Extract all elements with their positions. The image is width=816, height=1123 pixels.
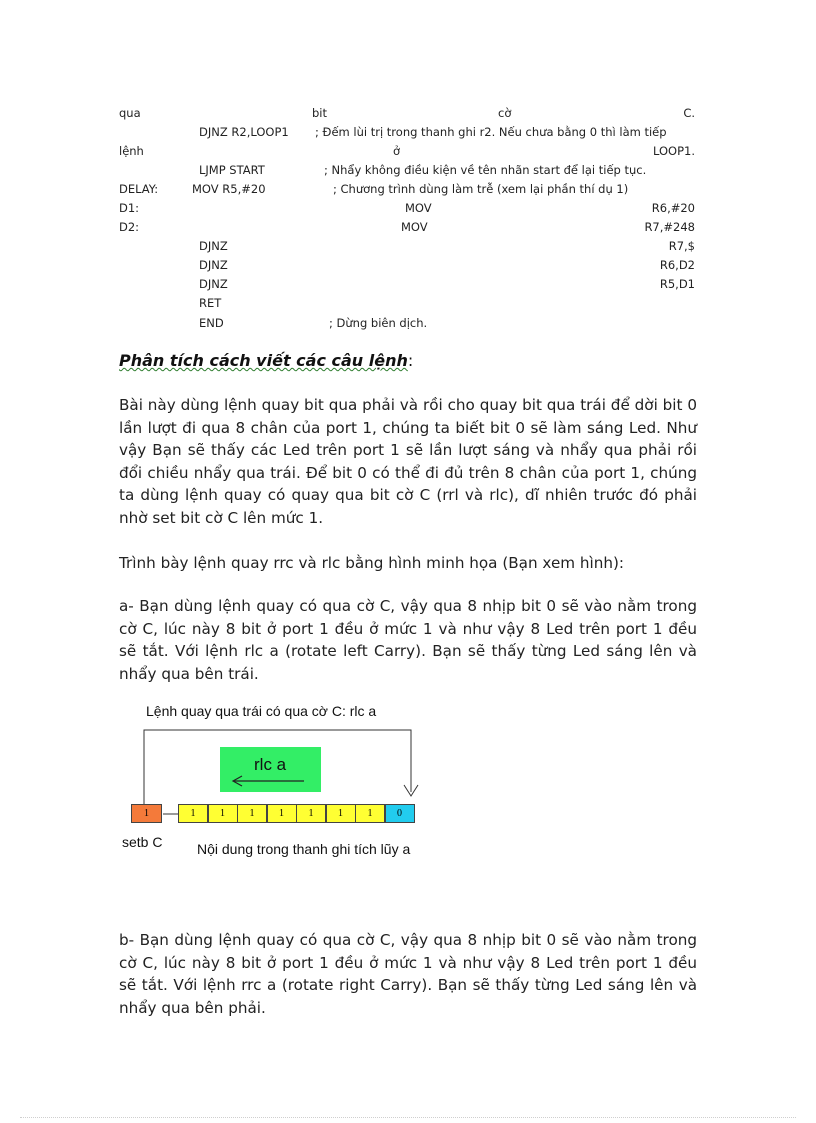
rlc-diagram bbox=[110, 697, 440, 872]
code-comment: ; Đếm lùi trị trong thanh ghi r2. Nếu chưa bằng 0 thì làm tiếp bbox=[315, 125, 667, 139]
rlc-instruction-box bbox=[220, 747, 321, 792]
carry-label: setb C bbox=[122, 834, 163, 850]
code-text: LOOP1. bbox=[652, 144, 695, 158]
code-instruction: RET bbox=[199, 296, 222, 310]
bit-cell: 1 bbox=[237, 804, 267, 823]
code-text: cờ bbox=[498, 106, 512, 120]
code-line-1 bbox=[119, 106, 695, 125]
page-bottom-divider bbox=[20, 1117, 796, 1118]
code-instruction: LJMP START bbox=[199, 163, 265, 177]
code-instruction: DJNZ bbox=[199, 239, 228, 253]
code-label: D1: bbox=[119, 201, 140, 215]
paragraph-intro: Bài này dùng lệnh quay bit qua phải và rồi cho quay bit qua trái để dời bit 0 lần lượt đi qua 8 chân của port 1, chúng ta biết bit 0 sẽ làm sáng Led. Như vậy Bạn sẽ thấy các Led trên port 1 sẽ lần lượt sáng và nhẩy qua phải rồi đổi chiều nhẩy qua trái. Để bit 0 có thể đi đủ trên 8 chân của port 1, chúng ta dùng lệnh quay có quay qua bit cờ C (rrl và rlc), dĩ nhiên trước đó phải nhờ set bit cờ C lên mức 1. bbox=[119, 396, 697, 527]
code-instruction: MOV R5,#20 bbox=[192, 182, 266, 196]
code-text: qua bbox=[119, 106, 141, 120]
code-line-12 bbox=[119, 316, 695, 335]
code-text: lệnh bbox=[119, 144, 144, 158]
code-line-11 bbox=[119, 296, 695, 315]
code-line-8 bbox=[119, 239, 695, 258]
bit-cell: 1 bbox=[178, 804, 208, 823]
code-operand: R7,#248 bbox=[644, 220, 695, 234]
section-heading-colon: : bbox=[407, 351, 414, 370]
bit-cell: 1 bbox=[296, 804, 326, 823]
code-operand: R7,$ bbox=[668, 239, 695, 253]
paragraph-rrc: b- Bạn dùng lệnh quay có qua cờ C, vậy qua 8 nhịp bit 0 sẽ vào nằm trong cờ C, lúc này 8 bit ở port 1 đều ở mức 1 và như vậy 8 Led trên port 1 đều sẽ tắt. Với lệnh rrc a (rotate right Carry). Bạn sẽ thấy từng Led sáng lên và nhẩy qua bên phải. bbox=[119, 931, 697, 1017]
code-line-3 bbox=[119, 144, 695, 163]
code-instruction: DJNZ bbox=[199, 277, 228, 291]
code-instruction: MOV bbox=[401, 220, 428, 234]
code-line-5 bbox=[119, 182, 695, 201]
code-comment: ; Nhẩy không điều kiện về tên nhãn start để lại tiếp tục. bbox=[324, 163, 647, 177]
code-text: bit bbox=[312, 106, 328, 120]
code-instruction: DJNZ bbox=[199, 258, 228, 272]
left-arrow-icon bbox=[220, 747, 321, 792]
bit-cell: 1 bbox=[267, 804, 297, 823]
code-instruction: END bbox=[199, 316, 224, 330]
code-operand: R6,D2 bbox=[659, 258, 695, 272]
code-line-7 bbox=[119, 220, 695, 239]
code-comment: ; Dừng biên dịch. bbox=[329, 316, 428, 330]
register-label: Nội dung trong thanh ghi tích lũy a bbox=[197, 841, 411, 857]
code-text: ở bbox=[393, 144, 401, 158]
code-line-10 bbox=[119, 277, 695, 296]
section-heading bbox=[119, 351, 413, 370]
carry-flag-cell: 1 bbox=[131, 804, 162, 823]
code-comment: ; Chương trình dùng làm trễ (xem lại phần thí dụ 1) bbox=[333, 182, 629, 196]
bit-cell: 1 bbox=[326, 804, 356, 823]
section-heading-text: Phân tích cách viết các câu lệnh bbox=[119, 351, 408, 370]
code-label: D2: bbox=[119, 220, 140, 234]
code-line-6 bbox=[119, 201, 695, 220]
code-line-2 bbox=[119, 125, 695, 144]
rlc-box-label: rlc a bbox=[254, 755, 287, 774]
bit-cell: 0 bbox=[385, 804, 415, 823]
code-text: C. bbox=[683, 106, 695, 120]
code-instruction: MOV bbox=[405, 201, 432, 215]
code-line-9 bbox=[119, 258, 695, 277]
diagram-title: Lệnh quay qua trái có qua cờ C: rlc a bbox=[146, 703, 377, 719]
code-line-4 bbox=[119, 163, 695, 182]
bit-cell: 1 bbox=[355, 804, 385, 823]
paragraph-rlc: a- Bạn dùng lệnh quay có qua cờ C, vậy qua 8 nhịp bit 0 sẽ vào nằm trong cờ C, lúc này 8 bit ở port 1 đều ở mức 1 và như vậy 8 Led trên port 1 đều sẽ tắt. Với lệnh rlc a (rotate left Carry). Bạn sẽ thấy từng Led sáng lên và nhẩy qua bên trái. bbox=[119, 597, 697, 683]
code-label: DELAY: bbox=[119, 182, 159, 196]
bit-cell: 1 bbox=[208, 804, 238, 823]
code-operand: R6,#20 bbox=[651, 201, 695, 215]
code-operand: R5,D1 bbox=[659, 277, 695, 291]
paragraph-figure-intro: Trình bày lệnh quay rrc và rlc bằng hình minh họa (Bạn xem hình): bbox=[119, 554, 625, 572]
code-instruction: DJNZ R2,LOOP1 bbox=[199, 125, 289, 139]
